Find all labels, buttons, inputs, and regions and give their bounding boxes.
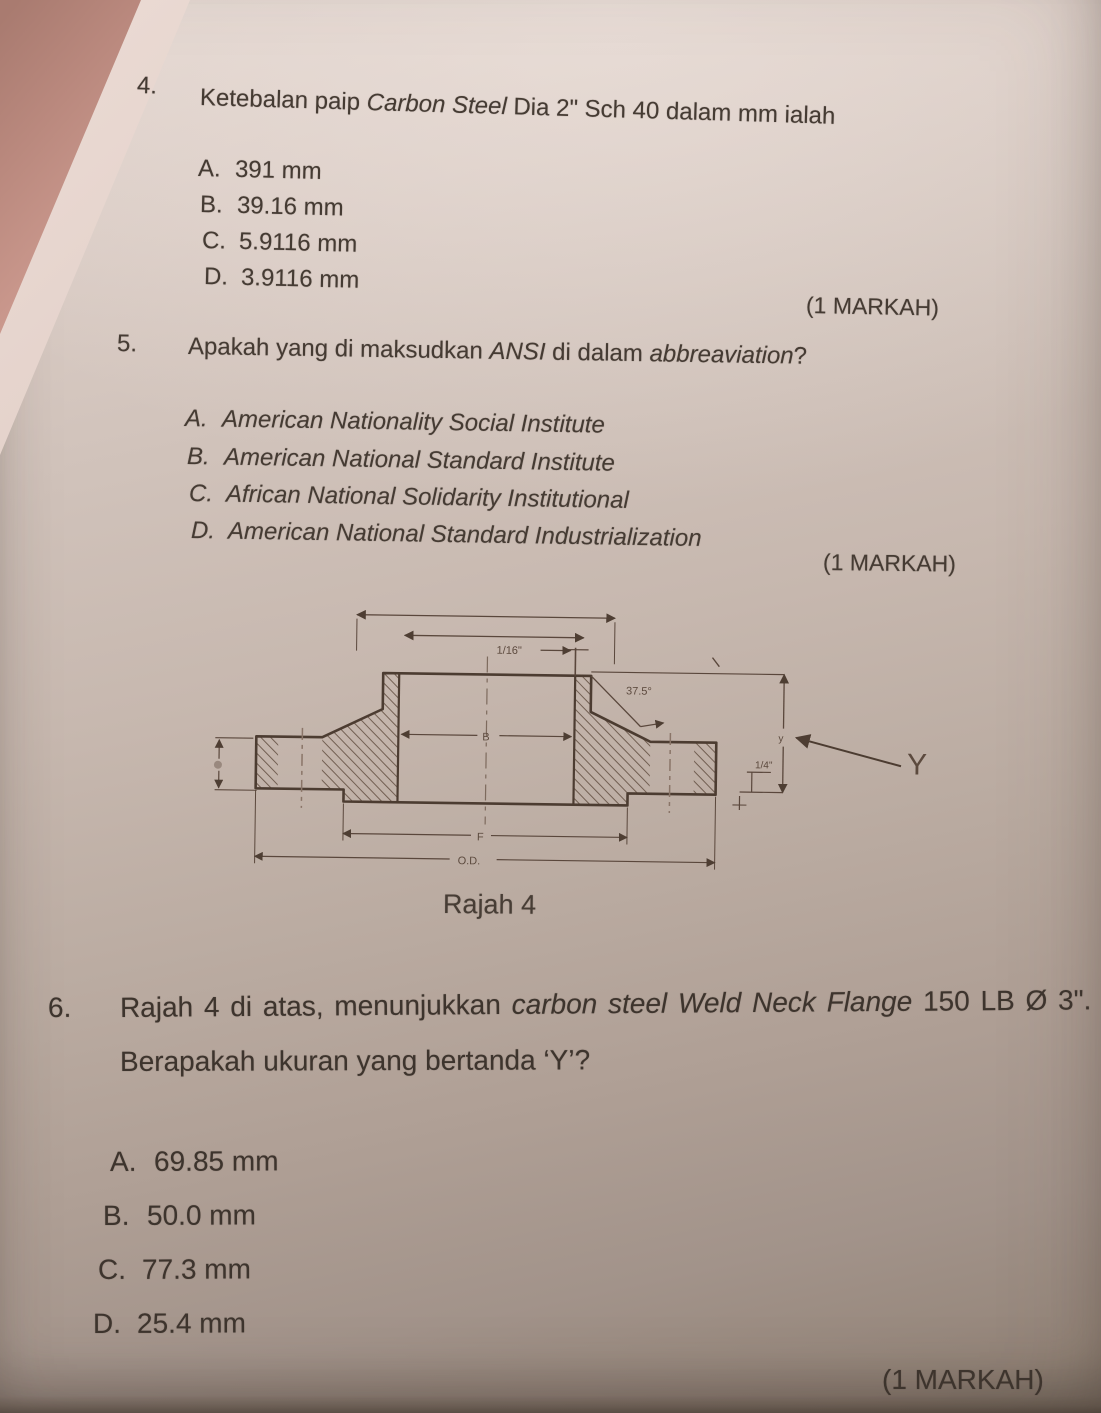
q5-option-c-label: C. xyxy=(188,480,214,508)
q6-marks: (1 MARKAH) xyxy=(882,1364,1044,1395)
q6-text-pre: Rajah 4 di atas, menunjukkan xyxy=(119,988,512,1023)
flange-section-figure xyxy=(193,592,998,933)
q5-option-a-text: American Nationality Social Institute xyxy=(221,405,606,439)
y-dim-bottom-connector xyxy=(740,792,783,793)
extension-line xyxy=(255,790,256,863)
q4-option-a-label: A. xyxy=(197,155,222,183)
y-dim-top-connector xyxy=(591,672,784,675)
extension-line xyxy=(343,803,344,840)
question-5-text xyxy=(188,333,807,371)
q5-option-a xyxy=(185,405,605,440)
q4-option-a xyxy=(198,155,322,186)
thickness-dim-tick-top xyxy=(215,738,253,739)
left-ring-section-hatch xyxy=(256,736,279,788)
q5-option-b-label: B. xyxy=(186,443,210,471)
question-6-number: 6. xyxy=(47,991,72,1023)
q5-marks: (1 MARKAH) xyxy=(822,549,957,577)
q4-option-c xyxy=(202,227,358,259)
od-dim-right xyxy=(497,860,715,863)
q4-option-a-text: 391 mm xyxy=(234,155,323,186)
q4-text-emphasis: Carbon Steel xyxy=(366,88,508,121)
question-6-text-line1 xyxy=(120,984,1092,1024)
q4-option-c-label: C. xyxy=(201,227,227,255)
q5-text-pre: Apakah yang di maksudkan xyxy=(187,333,490,365)
y-dimension-line-upper xyxy=(783,675,784,729)
face-dim-right xyxy=(491,836,627,838)
q6-option-a xyxy=(110,1145,279,1178)
bevel-angle-label: 37.5° xyxy=(625,685,652,698)
top-dimension-line-2 xyxy=(405,635,584,637)
q5-option-d-label: D. xyxy=(190,517,216,545)
q6-option-c-label: C. xyxy=(97,1253,127,1285)
q4-option-c-text: 5.9116 mm xyxy=(238,227,358,258)
face-dim-left xyxy=(343,833,471,835)
q5-option-d-text: American National Standard Industrialization xyxy=(227,517,702,553)
face-dim-label: F xyxy=(476,831,484,844)
q6-option-d xyxy=(93,1307,246,1340)
q4-option-b-label: B. xyxy=(199,191,224,219)
bevel-flat-label: 1/16" xyxy=(496,644,522,657)
small-tick xyxy=(712,658,719,667)
question-4-text xyxy=(200,84,836,131)
q5-option-a-label: A. xyxy=(184,405,208,433)
bolt-hole-centerline-right xyxy=(669,733,670,813)
q6-option-d-text: 25.4 mm xyxy=(136,1307,246,1339)
q6-option-b-label: B. xyxy=(102,1199,130,1231)
bore-dim-label: B xyxy=(482,731,490,744)
flange-drawing xyxy=(193,592,998,933)
q6-option-d-label: D. xyxy=(92,1307,122,1339)
q5-option-b xyxy=(187,443,615,478)
q4-option-b xyxy=(200,191,344,223)
bore-dim-left xyxy=(401,734,477,735)
q4-marks: (1 MARKAH) xyxy=(805,292,940,321)
q5-text-post: ? xyxy=(793,342,808,370)
y-dimension-line-lower xyxy=(783,747,784,793)
q4-text-pre: Ketebalan paip xyxy=(199,84,368,116)
bore-dim-right xyxy=(499,736,571,737)
top-dimension-line-1 xyxy=(357,615,615,619)
q6-option-b xyxy=(103,1199,256,1232)
thickness-dim-tick-bottom xyxy=(215,790,257,791)
q4-option-b-text: 39.16 mm xyxy=(236,191,345,222)
bolt-hole-centerline-left xyxy=(301,728,302,808)
question-6-text-line2: Berapakah ukuran yang bertanda ‘Y’? xyxy=(119,1044,591,1077)
q6-option-a-text: 69.85 mm xyxy=(153,1145,279,1177)
q6-option-b-text: 50.0 mm xyxy=(146,1199,256,1231)
q5-text-mid: di dalam xyxy=(545,338,650,368)
y-callout-arrow xyxy=(796,738,901,766)
od-dim-label: O.D. xyxy=(457,855,481,868)
quarter-dim-label: 1/4" xyxy=(754,760,773,772)
q5-text-emphasis-abbrev: abbreaviation xyxy=(649,340,794,370)
q4-text-post: Dia 2" Sch 40 dalam mm ialah xyxy=(506,93,836,130)
q5-option-c xyxy=(189,480,629,515)
y-dim-label-small: y xyxy=(778,733,784,745)
q4-option-d xyxy=(204,263,360,295)
extension-line xyxy=(614,622,615,664)
question-4-number: 4. xyxy=(136,72,158,100)
bevel-angle-arrow xyxy=(641,723,664,727)
q5-option-c-text: African National Solidarity Institutional xyxy=(225,480,630,514)
extension-line xyxy=(627,807,628,844)
q6-option-c xyxy=(98,1253,251,1286)
question-5-number: 5. xyxy=(116,330,138,358)
q6-text-post: 150 LB Ø 3". xyxy=(912,984,1092,1017)
extension-line xyxy=(715,797,716,870)
illegible-dim-letter xyxy=(214,761,222,769)
right-ring-section-hatch xyxy=(694,742,717,794)
q5-text-emphasis-ansi: ANSI xyxy=(489,337,546,366)
left-hub-section-hatch xyxy=(321,672,399,802)
q5-option-b-text: American National Standard Institute xyxy=(223,443,616,477)
q4-option-d-text: 3.9116 mm xyxy=(240,263,360,294)
q5-option-d xyxy=(191,517,702,553)
paper-bottom-shadow xyxy=(0,1396,1101,1413)
q4-option-d-label: D. xyxy=(203,263,229,291)
q6-option-a-label: A. xyxy=(109,1145,137,1177)
figure-caption: Rajah 4 xyxy=(442,889,537,920)
y-callout-label: Y xyxy=(906,748,928,782)
od-dim-left xyxy=(255,856,450,859)
q6-text-emphasis: carbon steel Weld Neck Flange xyxy=(511,985,913,1020)
q6-option-c-text: 77.3 mm xyxy=(141,1253,251,1285)
